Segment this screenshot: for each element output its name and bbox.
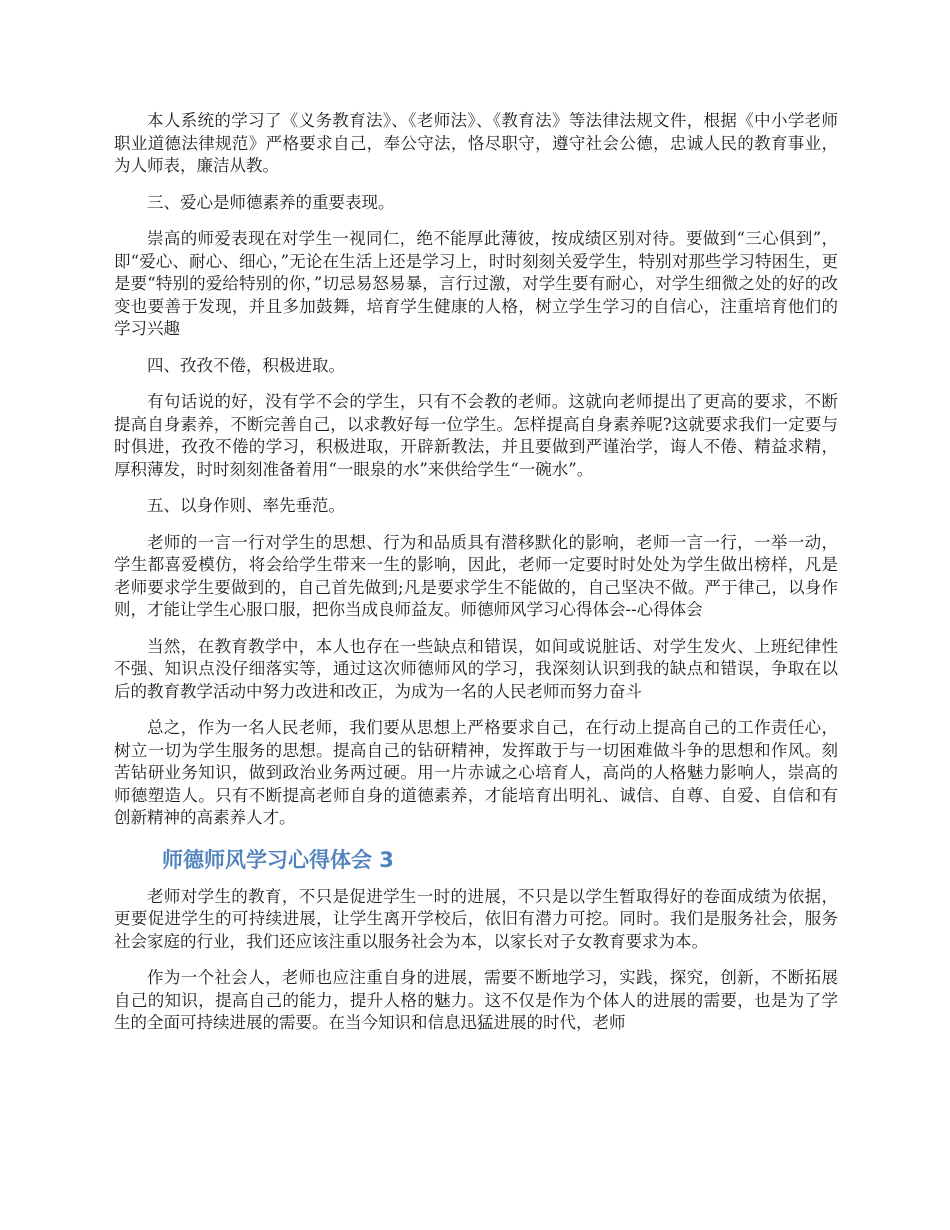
paragraph-education: 老师对学生的教育，不只是促进学生一时的进展，不只是以学生暂取得好的卷面成绩为依据，更要促进学生的可持续进展，让学生离开学校后，依旧有潜力可挖。同时。我们是服务社会，服务社会家庭的行业，我们还应该注重以服务社会为本，以家长对子女教育要求为本。: [114, 886, 838, 951]
paragraph-love: 崇高的师爱表现在对学生一视同仁，绝不能厚此薄彼，按成绩区别对待。要做到“三心俱到”，即“爱心、耐心、细心，”无论在生活上还是学习上，时时刻刻关爱学生，特别对那些学习特困生，更是要“特别的爱给特别的你，”切忌易怒易暴，言行过激，对学生要有耐心，对学生细微之处的好的改变也要善于发现，并且多加鼓舞，培育学生健康的人格，树立学生学习的自信心，注重培育他们的学习兴趣: [114, 229, 838, 338]
section-heading-example: 五、以身作则、率先垂范。: [147, 496, 345, 515]
document-heading: 师德师风学习心得体会 3: [162, 847, 394, 872]
document-page: [114, 110, 838, 1049]
paragraph-example: 老师的一言一行对学生的思想、行为和品质具有潜移默化的影响，老师一言一行，一举一动，学生都喜爱模仿，将会给学生带来一生的影响，因此，老师一定要时时处处为学生做出榜样，凡是老师要求学生要做到的，自己首先做到;凡是要求学生不能做的，自己坚决不做。严于律己，以身作则，才能让学生心服口服，把你当成良师益友。师德师风学习心得体会--心得体会: [114, 532, 838, 619]
section-heading-diligence: 四、孜孜不倦，积极进取。: [147, 355, 345, 375]
paragraph-conclusion: 总之，作为一名人民老师，我们要从思想上严格要求自己，在行动上提高自己的工作责任心，树立一切为学生服务的思想。提高自己的钻研精神，发挥敢于与一切困难做斗争的思想和作风。刻苦钻研业务知识，做到政治业务两过硬。用一片赤诚之心培育人，高尚的人格魅力影响人，崇高的师德塑造人。只有不断提高老师自身的道德素养，才能培育出明礼、诚信、自尊、自爱、自信和有创新精神的高素养人才。: [114, 718, 838, 827]
section-heading-love: 三、爱心是师德素养的重要表现。: [147, 192, 395, 212]
paragraph-shortcomings: 当然，在教育教学中，本人也存在一些缺点和错误，如间或说脏话、对学生发火、上班纪律性不强、知识点没仔细落实等，通过这次师德师风的学习，我深刻认识到我的缺点和错误，争取在以后的教育教学活动中努力改进和改正，为成为一名的人民老师而努力奋斗: [114, 636, 838, 701]
paragraph-diligence: 有句话说的好，没有学不会的学生，只有不会教的老师。这就向老师提出了更高的要求，不断提高自身素养，不断完善自己，以求教好每一位学生。怎样提高自身素养呢?这就要求我们一定要与时俱进，孜孜不倦的学习，积极进取，开辟新教法，并且要做到严谨治学，诲人不倦、精益求精，厚积薄发，时时刻刻准备着用“一眼泉的水”来供给学生“一碗水”。: [114, 392, 838, 479]
paragraph-law-study: 本人系统的学习了《义务教育法》、《老师法》、《教育法》等法律法规文件，根据《中小学老师职业道德法律规范》严格要求自己，奉公守法，恪尽职守，遵守社会公德，忠诚人民的教育事业，为人师表，廉洁从教。: [114, 111, 838, 175]
paragraph-self-development: 作为一个社会人，老师也应注重自身的进展，需要不断地学习，实践，探究，创新，不断拓展自己的知识，提高自己的能力，提升人格的魅力。这不仅是作为个体人的进展的需要，也是为了学生的全面可持续进展的需要。在当今知识和信息迅猛进展的时代，老师: [114, 968, 838, 1032]
